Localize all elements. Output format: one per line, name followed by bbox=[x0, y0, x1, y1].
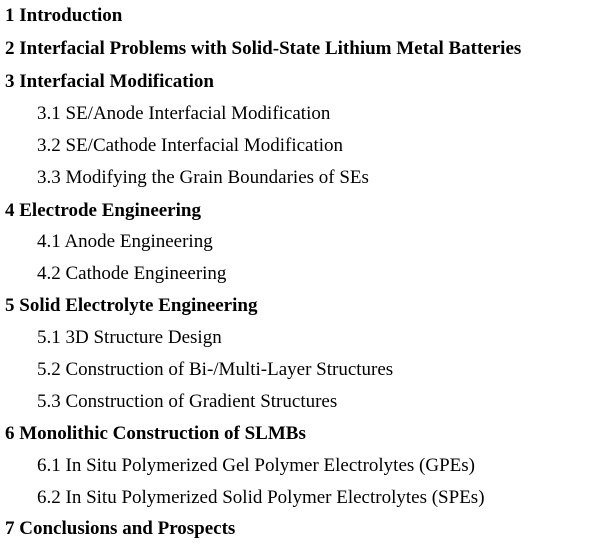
toc-subsection-6-1: 6.1 In Situ Polymerized Gel Polymer Electrolytes (GPEs) bbox=[37, 455, 475, 476]
toc-subsection-5-2: 5.2 Construction of Bi-/Multi-Layer Structures bbox=[37, 359, 394, 380]
toc-subsection-3-1: 3.1 SE/Anode Interfacial Modification bbox=[37, 103, 331, 124]
toc-subsection-3-3: 3.3 Modifying the Grain Boundaries of SEs bbox=[37, 167, 369, 188]
toc-subsection-3-2: 3.2 SE/Cathode Interfacial Modification bbox=[37, 135, 344, 156]
toc-section-3: 3 Interfacial Modification bbox=[5, 71, 214, 92]
toc-subsection-4-2: 4.2 Cathode Engineering bbox=[37, 263, 227, 284]
toc-section-7: 7 Conclusions and Prospects bbox=[5, 518, 236, 539]
toc-subsection-4-1: 4.1 Anode Engineering bbox=[37, 231, 213, 252]
toc-subsection-5-3: 5.3 Construction of Gradient Structures bbox=[37, 391, 338, 412]
toc-section-1: 1 Introduction bbox=[5, 5, 123, 26]
toc-subsection-6-2: 6.2 In Situ Polymerized Solid Polymer Electrolytes (SPEs) bbox=[37, 487, 485, 508]
toc-section-5: 5 Solid Electrolyte Engineering bbox=[5, 295, 258, 316]
toc-section-6: 6 Monolithic Construction of SLMBs bbox=[5, 423, 306, 444]
toc-subsection-5-1: 5.1 3D Structure Design bbox=[37, 327, 222, 348]
toc-section-2: 2 Interfacial Problems with Solid-State Lithium Metal Batteries bbox=[5, 38, 522, 59]
toc-section-4: 4 Electrode Engineering bbox=[5, 200, 201, 221]
